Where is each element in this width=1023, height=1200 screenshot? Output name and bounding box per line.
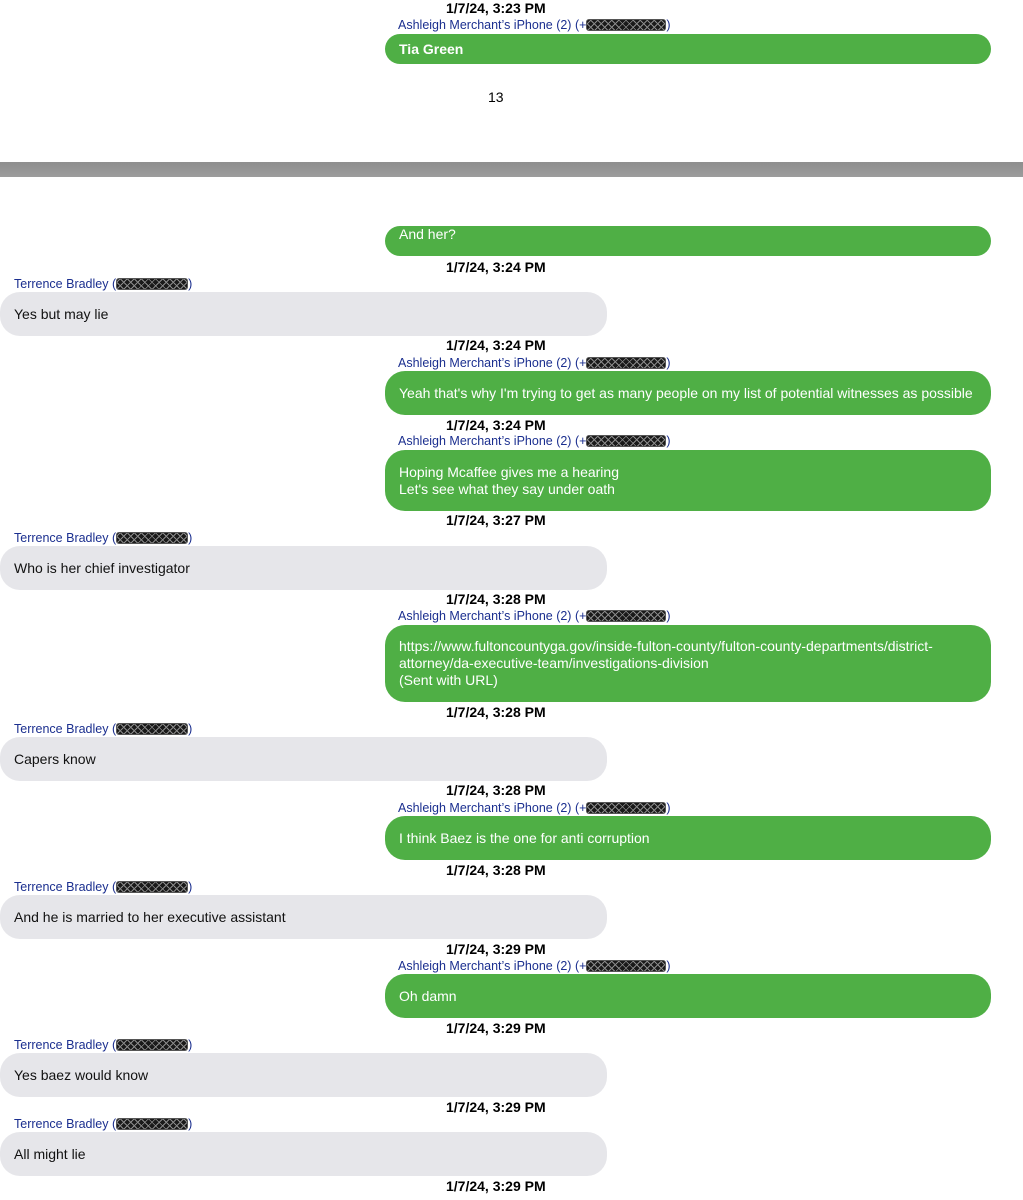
sender-label: Ashleigh Merchant’s iPhone (2) (+ ) — [398, 801, 671, 815]
redacted-number — [586, 435, 666, 447]
message-timestamp: 1/7/24, 3:28 PM — [446, 591, 546, 607]
sender-name: Terrence Bradley ( — [14, 531, 117, 545]
sender-label: Ashleigh Merchant’s iPhone (2) (+ ) — [398, 356, 671, 370]
redacted-number — [586, 610, 666, 622]
message-text: Who is her chief investigator — [14, 559, 190, 576]
sender-name: Terrence Bradley ( — [14, 1038, 117, 1052]
sender-name: Ashleigh Merchant’s iPhone (2) (+ — [398, 609, 587, 623]
sender-label: Terrence Bradley ( ) — [14, 1038, 193, 1052]
message-timestamp: 1/7/24, 3:28 PM — [446, 862, 546, 878]
sender-label: Terrence Bradley ( ) — [14, 880, 193, 894]
incoming-message-bubble — [0, 895, 607, 939]
outgoing-message-bubble — [385, 625, 991, 702]
message-text: Yes but may lie — [14, 305, 109, 322]
message-timestamp: 1/7/24, 3:23 PM — [446, 0, 546, 16]
outgoing-message-bubble — [385, 816, 991, 860]
redacted-number — [586, 357, 666, 369]
redacted-number — [586, 802, 666, 814]
sender-name: Terrence Bradley ( — [14, 277, 117, 291]
redacted-number — [116, 881, 188, 893]
sender-label: Terrence Bradley ( ) — [14, 531, 193, 545]
sender-label: Terrence Bradley ( ) — [14, 277, 193, 291]
incoming-message-bubble — [0, 1132, 607, 1176]
message-text: And he is married to her executive assistant — [14, 908, 286, 925]
message-text: Let's see what they say under oath — [399, 480, 615, 497]
sender-name: Terrence Bradley ( — [14, 880, 117, 894]
sender-label: Terrence Bradley ( ) — [14, 1117, 193, 1131]
outgoing-message-bubble — [385, 226, 991, 256]
message-text: Hoping Mcaffee gives me a hearing — [399, 463, 619, 480]
message-text: All might lie — [14, 1145, 86, 1162]
message-timestamp: 1/7/24, 3:29 PM — [446, 941, 546, 957]
redacted-number — [116, 1039, 188, 1051]
message-text: Yes baez would know — [14, 1066, 149, 1083]
outgoing-message-bubble — [385, 450, 991, 511]
message-text: Capers know — [14, 750, 96, 767]
message-timestamp: 1/7/24, 3:28 PM — [446, 704, 546, 720]
message-text[interactable]: https://www.fultoncountyga.gov/inside-fulton-county/fulton-county-departments/district- — [399, 638, 933, 654]
outgoing-message-bubble — [385, 371, 991, 415]
message-text: I think Baez is the one for anti corruption — [399, 829, 650, 846]
redacted-number — [116, 532, 188, 544]
message-timestamp: 1/7/24, 3:29 PM — [446, 1099, 546, 1115]
message-timestamp: 1/7/24, 3:24 PM — [446, 259, 546, 275]
message-text: Tia Green — [399, 40, 464, 57]
incoming-message-bubble — [0, 737, 607, 781]
incoming-message-bubble — [0, 292, 607, 336]
outgoing-message-bubble — [385, 974, 991, 1018]
sender-name: Ashleigh Merchant’s iPhone (2) (+ — [398, 959, 587, 973]
sender-name: Terrence Bradley ( — [14, 722, 117, 736]
message-text: And her? — [399, 226, 456, 242]
message-text[interactable]: attorney/da-executive-team/investigations-division — [399, 655, 709, 671]
message-timestamp: 1/7/24, 3:24 PM — [446, 417, 546, 433]
sender-name: Ashleigh Merchant’s iPhone (2) (+ — [398, 356, 587, 370]
sender-name: Ashleigh Merchant’s iPhone (2) (+ — [398, 801, 587, 815]
message-timestamp: 1/7/24, 3:24 PM — [446, 337, 546, 353]
redacted-number — [586, 19, 666, 31]
message-timestamp: 1/7/24, 3:27 PM — [446, 512, 546, 528]
sender-label: Ashleigh Merchant’s iPhone (2) (+ ) — [398, 959, 671, 973]
message-text: (Sent with URL) — [399, 672, 498, 688]
incoming-message-bubble — [0, 1053, 607, 1097]
sender-label: Ashleigh Merchant’s iPhone (2) (+ ) — [398, 434, 671, 448]
incoming-message-bubble — [0, 546, 607, 590]
sender-name: Ashleigh Merchant’s iPhone (2) (+ — [398, 18, 587, 32]
message-text: Oh damn — [399, 987, 457, 1004]
message-text: Yeah that's why I'm trying to get as many people on my list of potential witnesses as possible — [399, 384, 973, 401]
page-number: 13 — [488, 89, 504, 105]
redacted-number — [116, 723, 188, 735]
sender-label: Terrence Bradley ( ) — [14, 722, 193, 736]
sender-label: Ashleigh Merchant’s iPhone (2) (+ ) — [398, 18, 671, 32]
redacted-number — [116, 1118, 188, 1130]
message-timestamp: 1/7/24, 3:29 PM — [446, 1020, 546, 1036]
sender-label: Ashleigh Merchant’s iPhone (2) (+ ) — [398, 609, 671, 623]
redacted-number — [586, 960, 666, 972]
outgoing-message-bubble — [385, 34, 991, 64]
message-timestamp: 1/7/24, 3:29 PM — [446, 1178, 546, 1194]
redacted-number — [116, 278, 188, 290]
sender-name: Ashleigh Merchant’s iPhone (2) (+ — [398, 434, 587, 448]
page-divider — [0, 162, 1023, 177]
message-timestamp: 1/7/24, 3:28 PM — [446, 782, 546, 798]
sender-name: Terrence Bradley ( — [14, 1117, 117, 1131]
